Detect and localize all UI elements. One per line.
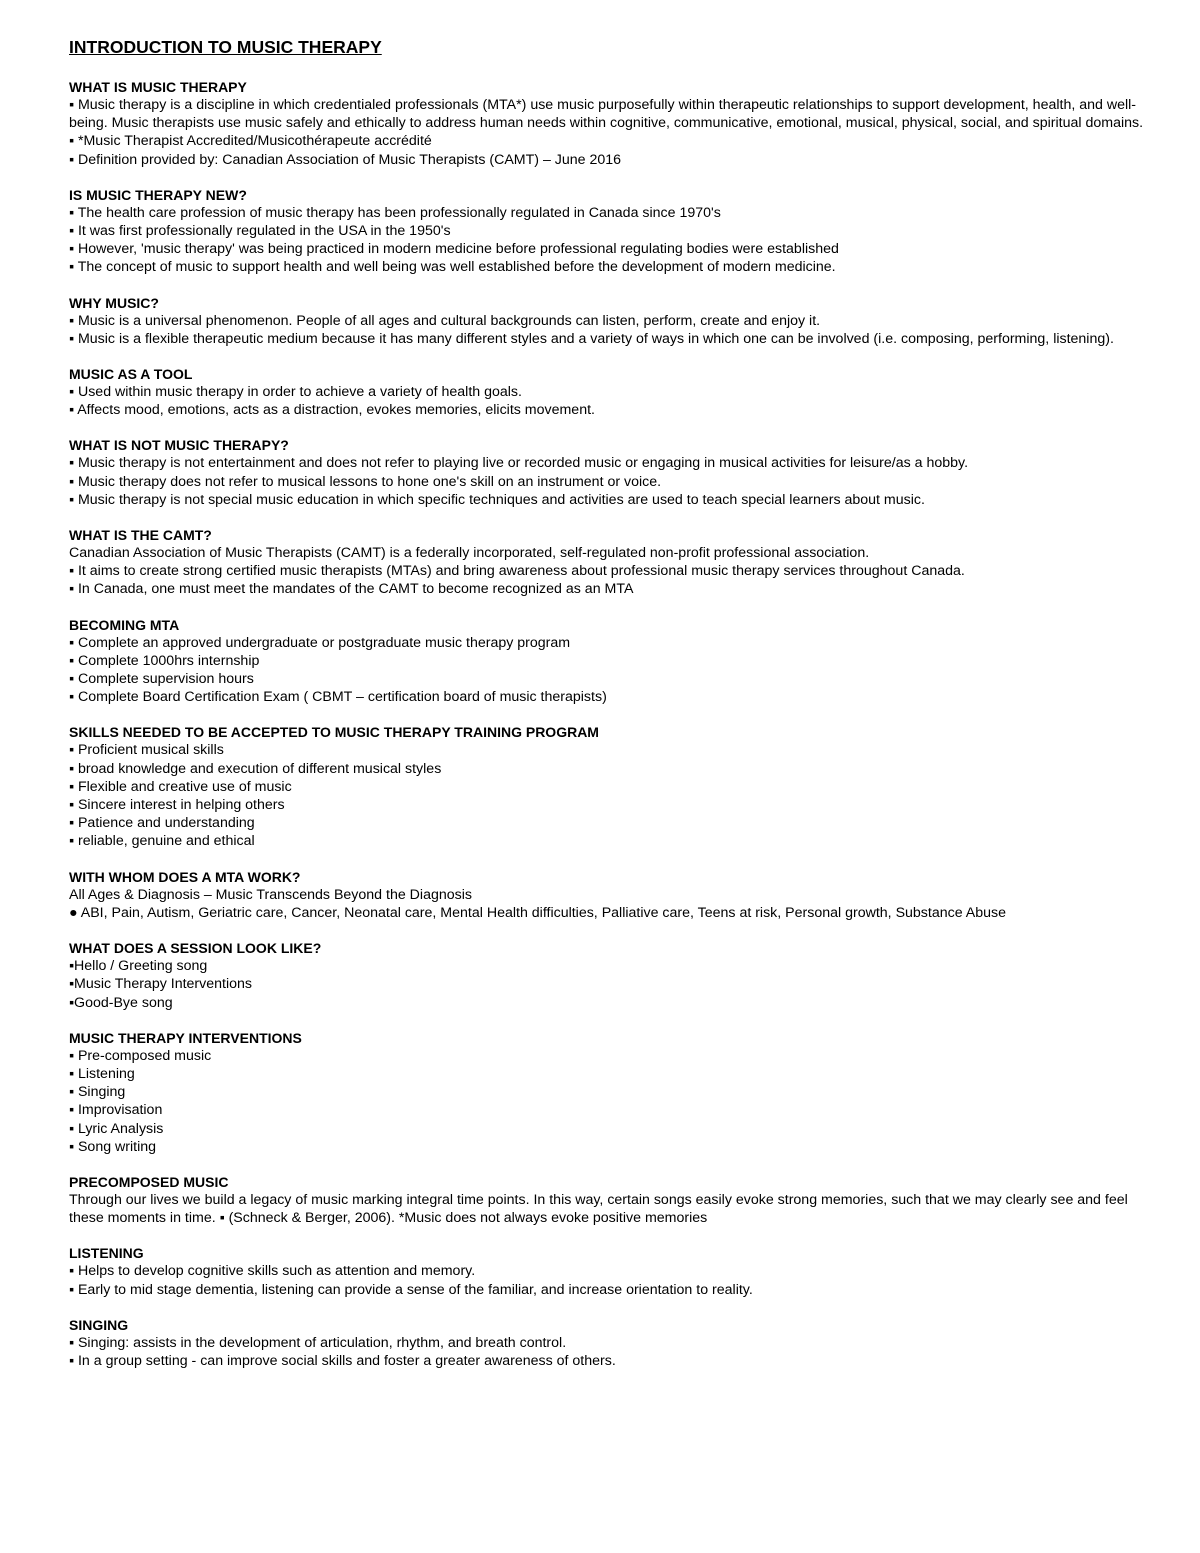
section-line: ▪ Music therapy is not entertainment and does not refer to playing live or recorded music or engaging in musical activities for leisure/as a hobby.	[69, 455, 969, 472]
section-heading: MUSIC THERAPY INTERVENTIONS	[69, 1029, 302, 1046]
section-line: ▪Good-Bye song	[69, 994, 173, 1011]
section	[69, 616, 1149, 707]
section	[69, 186, 1149, 277]
section-line: ▪ However, 'music therapy' was being practiced in modern medicine before professional regulating bodies were established	[69, 241, 839, 258]
section-line: ▪ It aims to create strong certified music therapists (MTAs) and bring awareness about professional music therapy services throughout Canada.	[69, 563, 965, 580]
section	[69, 939, 1149, 1012]
section-heading: LISTENING	[69, 1245, 144, 1262]
section-line: ▪ reliable, genuine and ethical	[69, 833, 255, 850]
section-line: ▪ In Canada, one must meet the mandates of the CAMT to become recognized as an MTA	[69, 581, 634, 598]
section-line: ▪ Affects mood, emotions, acts as a distraction, evokes memories, elicits movement.	[69, 402, 595, 419]
section-line: All Ages & Diagnosis – Music Transcends Beyond the Diagnosis	[69, 886, 472, 903]
section-heading: WITH WHOM DOES A MTA WORK?	[69, 868, 301, 885]
section-heading: WHAT IS MUSIC THERAPY	[69, 79, 247, 95]
section	[69, 868, 1149, 922]
section	[69, 436, 1149, 509]
section	[69, 1244, 1149, 1298]
document-page	[69, 36, 1149, 1387]
section	[69, 1173, 1149, 1227]
section-line: ▪ In a group setting - can improve social skills and foster a greater awareness of others.	[69, 1352, 616, 1369]
section-line: ▪Music Therapy Interventions	[69, 976, 252, 993]
section	[69, 723, 1149, 850]
sections-container	[69, 78, 1149, 1370]
section-line: ▪ Definition provided by: Canadian Association of Music Therapists (CAMT) – June 2016	[69, 151, 622, 168]
section-line: ▪ Complete 1000hrs internship	[69, 652, 260, 669]
section-line: ▪ Song writing	[69, 1138, 157, 1155]
section-heading: MUSIC AS A TOOL	[69, 366, 193, 383]
section-line: ▪ It was first professionally regulated in the USA in the 1950's	[69, 223, 451, 240]
section-line: ▪ Patience and understanding	[69, 815, 255, 832]
document-title: INTRODUCTION TO MUSIC THERAPY	[69, 37, 382, 57]
section-line: ▪ Singing: assists in the development of articulation, rhythm, and breath control.	[69, 1334, 567, 1351]
section-line: ▪ The health care profession of music therapy has been professionally regulated in Canada since 1970's	[69, 204, 721, 221]
section-line: ▪ Singing	[69, 1084, 126, 1101]
section-line: ▪ Music therapy is a discipline in which credentialed professionals (MTA*) use music purposefully within therapeutic relationships to support development, health, and well-being. Music therapists use music safely and ethically to address human needs within cognitive, communicative, emotional, musical, physical, social, and spiritual domains.	[69, 97, 1144, 132]
section-heading: WHAT DOES A SESSION LOOK LIKE?	[69, 940, 322, 957]
section-line: ▪ Listening	[69, 1065, 135, 1082]
section-line: ▪ *Music Therapist Accredited/Musicothérapeute accrédité	[69, 133, 432, 150]
section-line: ▪ Proficient musical skills	[69, 742, 224, 759]
section-line: ▪ Music therapy is not special music education in which specific techniques and activities are used to teach special learners about music.	[69, 491, 925, 508]
section-line: ▪ Sincere interest in helping others	[69, 797, 285, 814]
section-line: ▪ Music is a flexible therapeutic medium because it has many different styles and a variety of ways in which one can be involved (i.e. composing, performing, listening).	[69, 330, 1114, 347]
section-line: ▪ Flexible and creative use of music	[69, 778, 292, 795]
section-line: ▪ Used within music therapy in order to achieve a variety of health goals.	[69, 384, 522, 401]
section-line: ▪ Early to mid stage dementia, listening can provide a sense of the familiar, and increase orientation to reality.	[69, 1281, 753, 1298]
section-line: Canadian Association of Music Therapists (CAMT) is a federally incorporated, self-regulated non-profit professional association.	[69, 545, 870, 562]
section-heading: PRECOMPOSED MUSIC	[69, 1173, 229, 1190]
section-line: ▪ Music therapy does not refer to musical lessons to hone one's skill on an instrument or voice.	[69, 473, 662, 490]
section-line: ▪ Improvisation	[69, 1102, 163, 1119]
section-line: ▪ Music is a universal phenomenon. People of all ages and cultural backgrounds can listen, perform, create and enjoy it.	[69, 312, 821, 329]
section-line: ▪ broad knowledge and execution of different musical styles	[69, 760, 442, 777]
section-line: ▪ Lyric Analysis	[69, 1120, 164, 1137]
section-heading: WHAT IS THE CAMT?	[69, 527, 212, 544]
section-heading: WHAT IS NOT MUSIC THERAPY?	[69, 437, 289, 454]
section	[69, 1029, 1149, 1156]
section	[69, 78, 1149, 169]
section-line: ▪ Pre-composed music	[69, 1047, 212, 1064]
section	[69, 526, 1149, 599]
section-heading: WHY MUSIC?	[69, 294, 159, 311]
section-line: ▪ Complete Board Certification Exam ( CBMT – certification board of music therapists)	[69, 689, 607, 706]
section-line: ▪ The concept of music to support health and well being was well established before the development of modern medicine.	[69, 259, 836, 276]
section-heading: SKILLS NEEDED TO BE ACCEPTED TO MUSIC THERAPY TRAINING PROGRAM	[69, 724, 599, 741]
section	[69, 365, 1149, 419]
section	[69, 1316, 1149, 1370]
section-line: ● ABI, Pain, Autism, Geriatric care, Cancer, Neonatal care, Mental Health difficulties, Palliative care, Teens at risk, Personal growth, Substance Abuse	[69, 904, 1006, 921]
section-heading: IS MUSIC THERAPY NEW?	[69, 186, 247, 203]
section-heading: SINGING	[69, 1316, 129, 1333]
section-line: ▪Hello / Greeting song	[69, 958, 208, 975]
section-line: ▪ Complete supervision hours	[69, 671, 254, 688]
section-line: ▪ Helps to develop cognitive skills such as attention and memory.	[69, 1263, 476, 1280]
section-line: Through our lives we build a legacy of music marking integral time points. In this way, certain songs easily evoke strong memories, such that we may clearly see and feel these moments in time. ▪ (Schneck & Berger, 2006). *Music does not always evoke positive memories	[69, 1191, 1128, 1227]
section-heading: BECOMING MTA	[69, 616, 180, 633]
section	[69, 294, 1149, 348]
section-line: ▪ Complete an approved undergraduate or postgraduate music therapy program	[69, 634, 571, 651]
